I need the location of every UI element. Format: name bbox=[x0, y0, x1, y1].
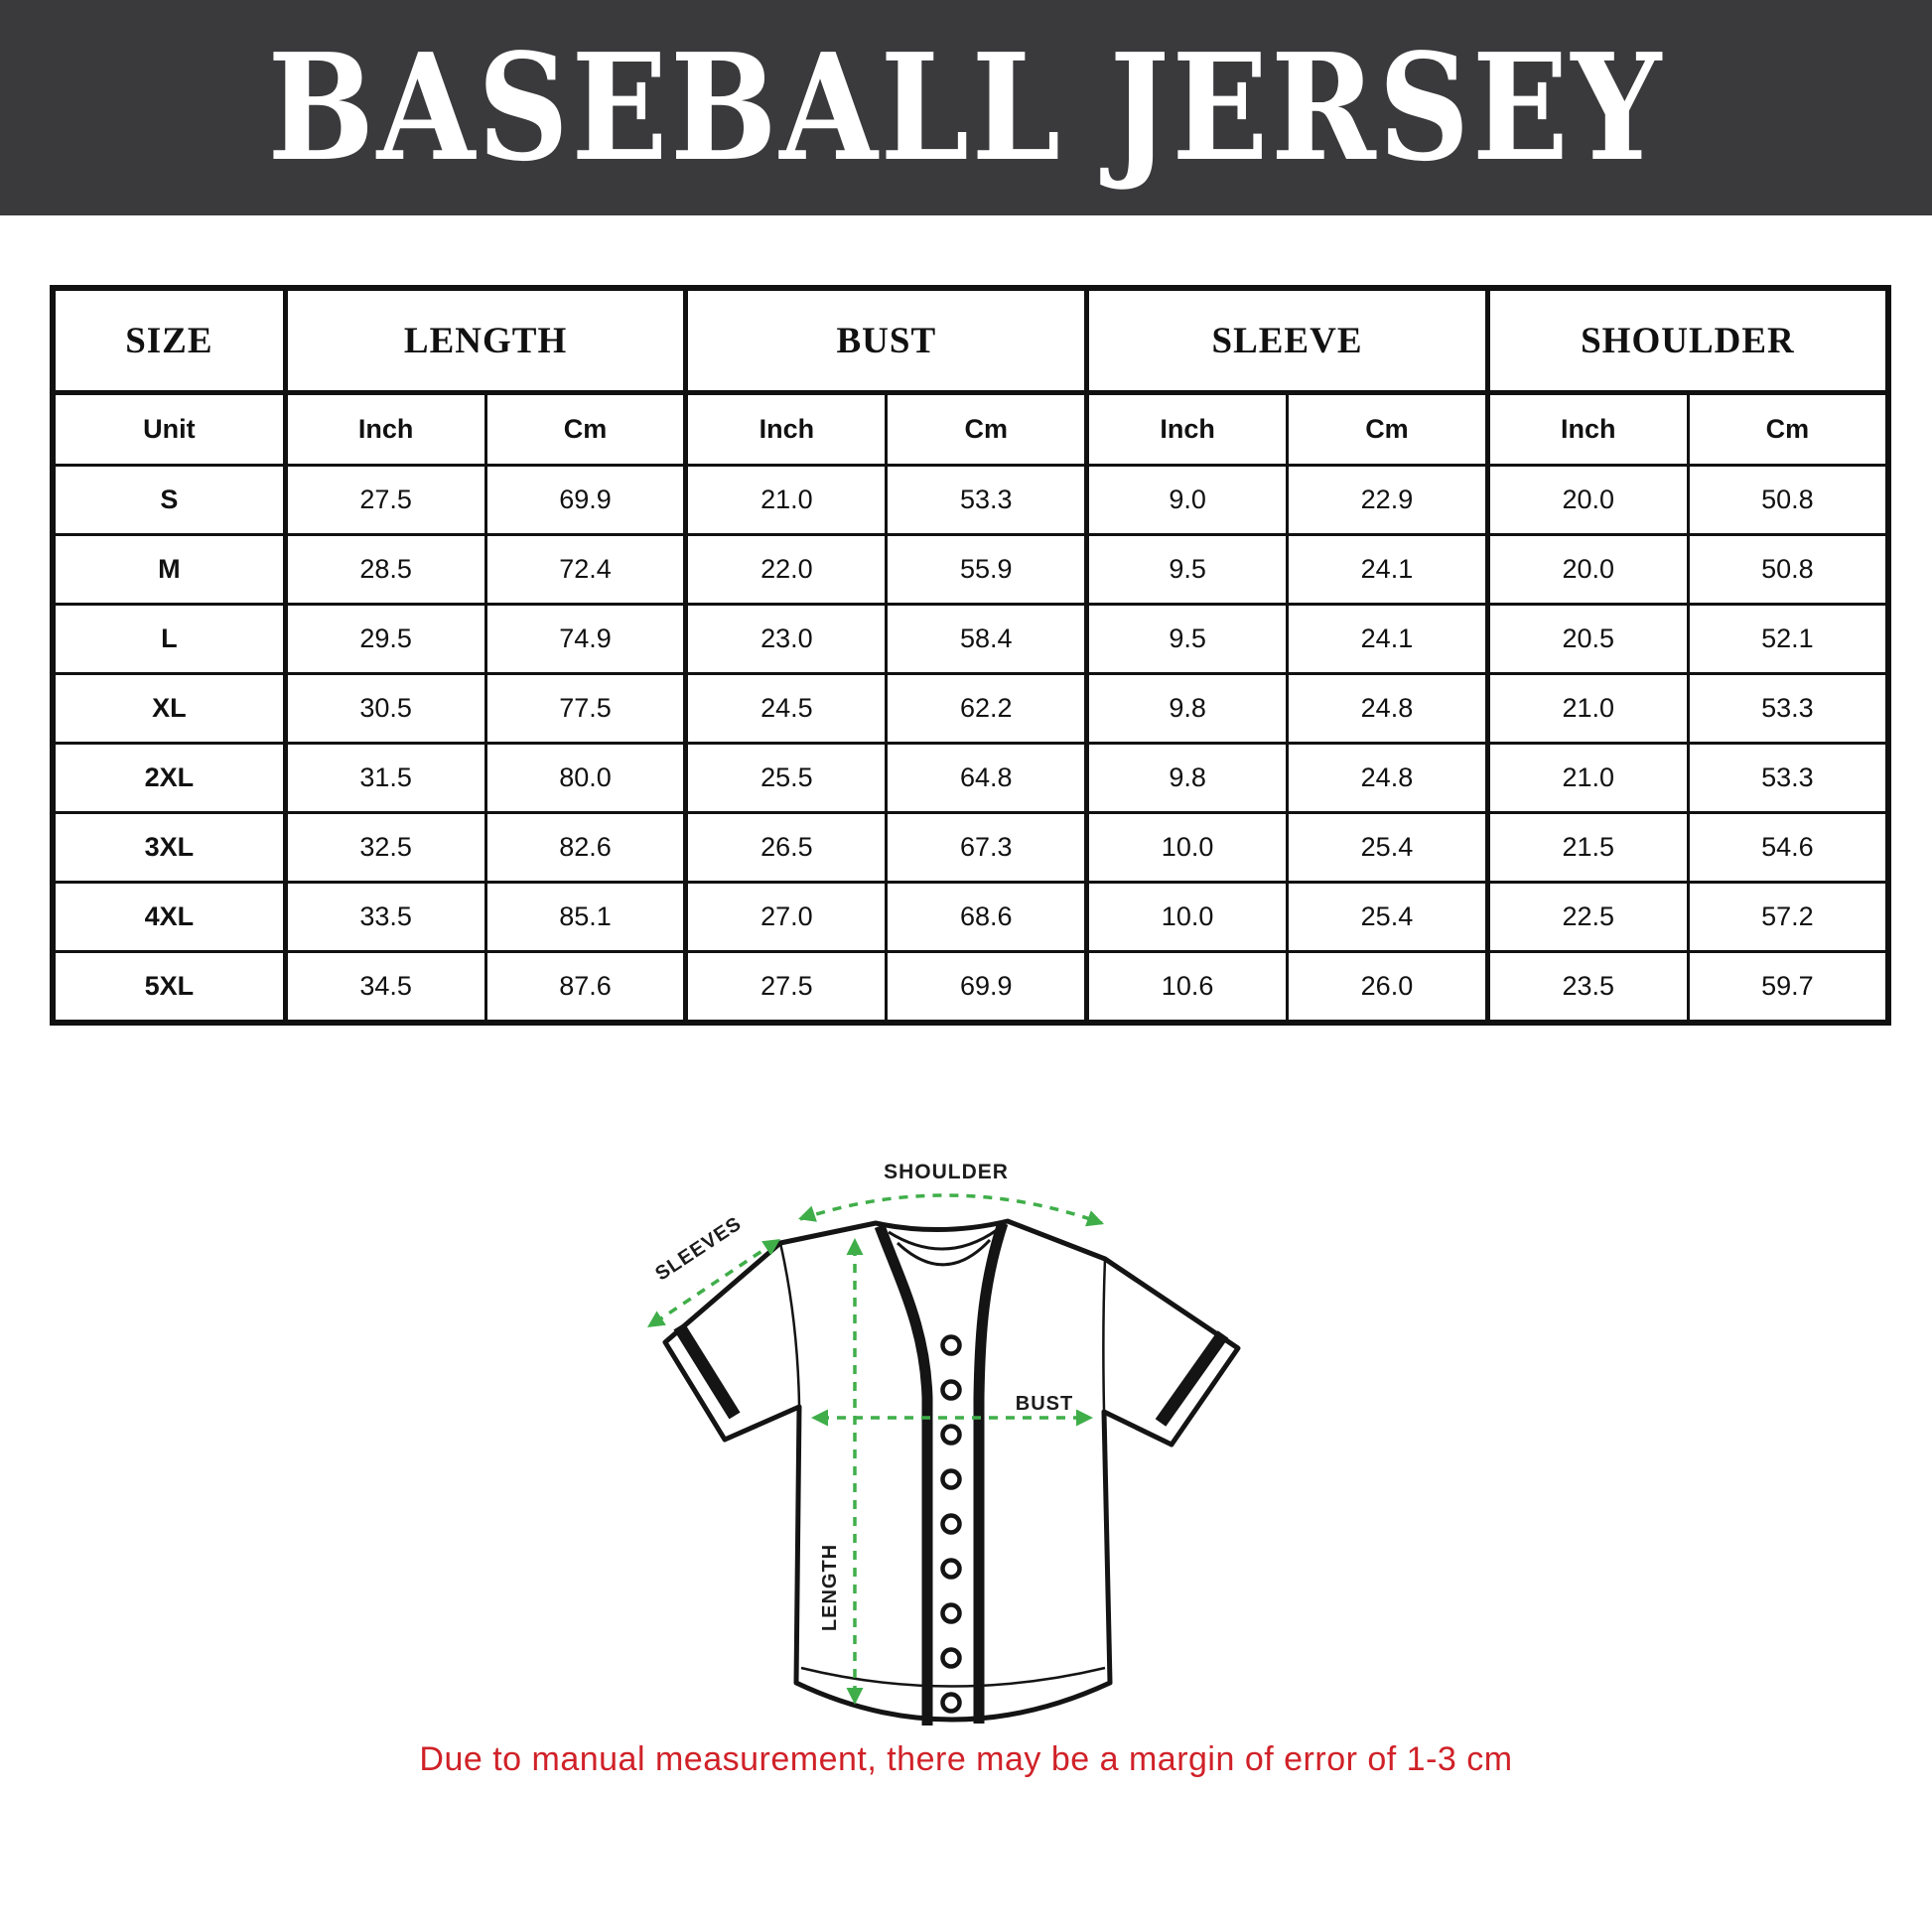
measurement-cell: 87.6 bbox=[485, 952, 686, 1024]
measurement-cell: 23.0 bbox=[686, 605, 887, 674]
measurement-cell: 26.5 bbox=[686, 813, 887, 883]
measurement-cell: 50.8 bbox=[1688, 535, 1888, 605]
measurement-cell: 27.0 bbox=[686, 883, 887, 952]
size-label: S bbox=[53, 466, 285, 535]
table-row bbox=[53, 674, 1888, 744]
measurement-cell: 31.5 bbox=[285, 744, 485, 813]
table-header-row bbox=[53, 288, 1888, 393]
measurement-cell: 20.5 bbox=[1487, 605, 1688, 674]
measurement-cell: 10.0 bbox=[1087, 883, 1288, 952]
measurement-cell: 69.9 bbox=[887, 952, 1087, 1024]
measurement-cell: 26.0 bbox=[1288, 952, 1488, 1024]
page-title: BASEBALL JERSEY bbox=[267, 21, 1665, 194]
size-label: M bbox=[53, 535, 285, 605]
measurement-cell: 24.8 bbox=[1288, 674, 1488, 744]
unit-cell: Inch bbox=[1487, 393, 1688, 466]
size-table-body bbox=[53, 288, 1888, 1023]
measurement-cell: 80.0 bbox=[485, 744, 686, 813]
measurement-cell: 34.5 bbox=[285, 952, 485, 1024]
length-label: LENGTH bbox=[819, 1543, 841, 1632]
measurement-cell: 21.0 bbox=[1487, 744, 1688, 813]
measurement-cell: 55.9 bbox=[887, 535, 1087, 605]
measurement-cell: 29.5 bbox=[285, 605, 485, 674]
header-length: LENGTH bbox=[285, 288, 686, 393]
measurement-cell: 9.5 bbox=[1087, 605, 1288, 674]
measurement-cell: 53.3 bbox=[887, 466, 1087, 535]
measurement-cell: 20.0 bbox=[1487, 535, 1688, 605]
measurement-cell: 68.6 bbox=[887, 883, 1087, 952]
header-sleeve: SLEEVE bbox=[1087, 288, 1488, 393]
measurement-cell: 21.0 bbox=[1487, 674, 1688, 744]
measurement-cell: 67.3 bbox=[887, 813, 1087, 883]
measurement-cell: 27.5 bbox=[285, 466, 485, 535]
title-banner bbox=[0, 0, 1932, 215]
header-size: SIZE bbox=[53, 288, 285, 393]
jersey-buttons bbox=[943, 1337, 960, 1712]
measurement-cell: 54.6 bbox=[1688, 813, 1888, 883]
measurement-cell: 24.8 bbox=[1288, 744, 1488, 813]
measurement-cell: 25.5 bbox=[686, 744, 887, 813]
measurement-cell: 62.2 bbox=[887, 674, 1087, 744]
measurement-cell: 24.1 bbox=[1288, 605, 1488, 674]
measurement-cell: 59.7 bbox=[1688, 952, 1888, 1024]
measurement-cell: 50.8 bbox=[1688, 466, 1888, 535]
measurement-disclaimer: Due to manual measurement, there may be a margin of error of 1-3 cm bbox=[419, 1740, 1513, 1778]
table-row bbox=[53, 952, 1888, 1024]
table-row bbox=[53, 744, 1888, 813]
header-shoulder: SHOULDER bbox=[1487, 288, 1888, 393]
bust-label: BUST bbox=[1015, 1393, 1074, 1415]
measurement-cell: 52.1 bbox=[1688, 605, 1888, 674]
size-label: 2XL bbox=[53, 744, 285, 813]
unit-cell: Inch bbox=[285, 393, 485, 466]
measurement-cell: 53.3 bbox=[1688, 674, 1888, 744]
measurement-cell: 22.9 bbox=[1288, 466, 1488, 535]
unit-row bbox=[53, 393, 1888, 466]
measurement-cell: 24.1 bbox=[1288, 535, 1488, 605]
size-chart-table bbox=[50, 285, 1891, 1026]
table-row bbox=[53, 605, 1888, 674]
measurement-cell: 22.5 bbox=[1487, 883, 1688, 952]
measurement-cell: 21.5 bbox=[1487, 813, 1688, 883]
unit-label: Unit bbox=[53, 393, 285, 466]
measurement-cell: 20.0 bbox=[1487, 466, 1688, 535]
measurement-cell: 23.5 bbox=[1487, 952, 1688, 1024]
header-bust: BUST bbox=[686, 288, 1087, 393]
measurement-cell: 9.8 bbox=[1087, 744, 1288, 813]
size-label: 5XL bbox=[53, 952, 285, 1024]
shoulder-label: SHOULDER bbox=[884, 1161, 1009, 1183]
measurement-cell: 27.5 bbox=[686, 952, 887, 1024]
size-label: XL bbox=[53, 674, 285, 744]
measurement-cell: 30.5 bbox=[285, 674, 485, 744]
unit-cell: Inch bbox=[1087, 393, 1288, 466]
measurement-cell: 32.5 bbox=[285, 813, 485, 883]
unit-cell: Cm bbox=[1688, 393, 1888, 466]
measurement-cell: 74.9 bbox=[485, 605, 686, 674]
table-row bbox=[53, 883, 1888, 952]
measurement-cell: 57.2 bbox=[1688, 883, 1888, 952]
table-row bbox=[53, 813, 1888, 883]
unit-cell: Cm bbox=[887, 393, 1087, 466]
jersey-measurement-diagram bbox=[616, 1132, 1311, 1767]
measurement-cell: 33.5 bbox=[285, 883, 485, 952]
measurement-cell: 85.1 bbox=[485, 883, 686, 952]
unit-cell: Cm bbox=[1288, 393, 1488, 466]
measurement-cell: 25.4 bbox=[1288, 813, 1488, 883]
measurement-cell: 9.8 bbox=[1087, 674, 1288, 744]
measurement-cell: 72.4 bbox=[485, 535, 686, 605]
unit-cell: Cm bbox=[485, 393, 686, 466]
table-row bbox=[53, 535, 1888, 605]
measurement-cell: 22.0 bbox=[686, 535, 887, 605]
measurement-cell: 77.5 bbox=[485, 674, 686, 744]
measurement-cell: 69.9 bbox=[485, 466, 686, 535]
measurement-cell: 9.0 bbox=[1087, 466, 1288, 535]
size-label: 3XL bbox=[53, 813, 285, 883]
measurement-cell: 10.0 bbox=[1087, 813, 1288, 883]
measurement-cell: 21.0 bbox=[686, 466, 887, 535]
size-label: 4XL bbox=[53, 883, 285, 952]
measurement-cell: 64.8 bbox=[887, 744, 1087, 813]
measurement-cell: 25.4 bbox=[1288, 883, 1488, 952]
measurement-cell: 9.5 bbox=[1087, 535, 1288, 605]
measurement-cell: 82.6 bbox=[485, 813, 686, 883]
shoulder-measure-arrow bbox=[800, 1195, 1102, 1223]
size-label: L bbox=[53, 605, 285, 674]
unit-cell: Inch bbox=[686, 393, 887, 466]
measurement-cell: 58.4 bbox=[887, 605, 1087, 674]
table-row bbox=[53, 466, 1888, 535]
sleeves-label: SLEEVES bbox=[651, 1212, 747, 1286]
measurement-cell: 28.5 bbox=[285, 535, 485, 605]
measurement-cell: 10.6 bbox=[1087, 952, 1288, 1024]
measurement-cell: 24.5 bbox=[686, 674, 887, 744]
measurement-cell: 53.3 bbox=[1688, 744, 1888, 813]
